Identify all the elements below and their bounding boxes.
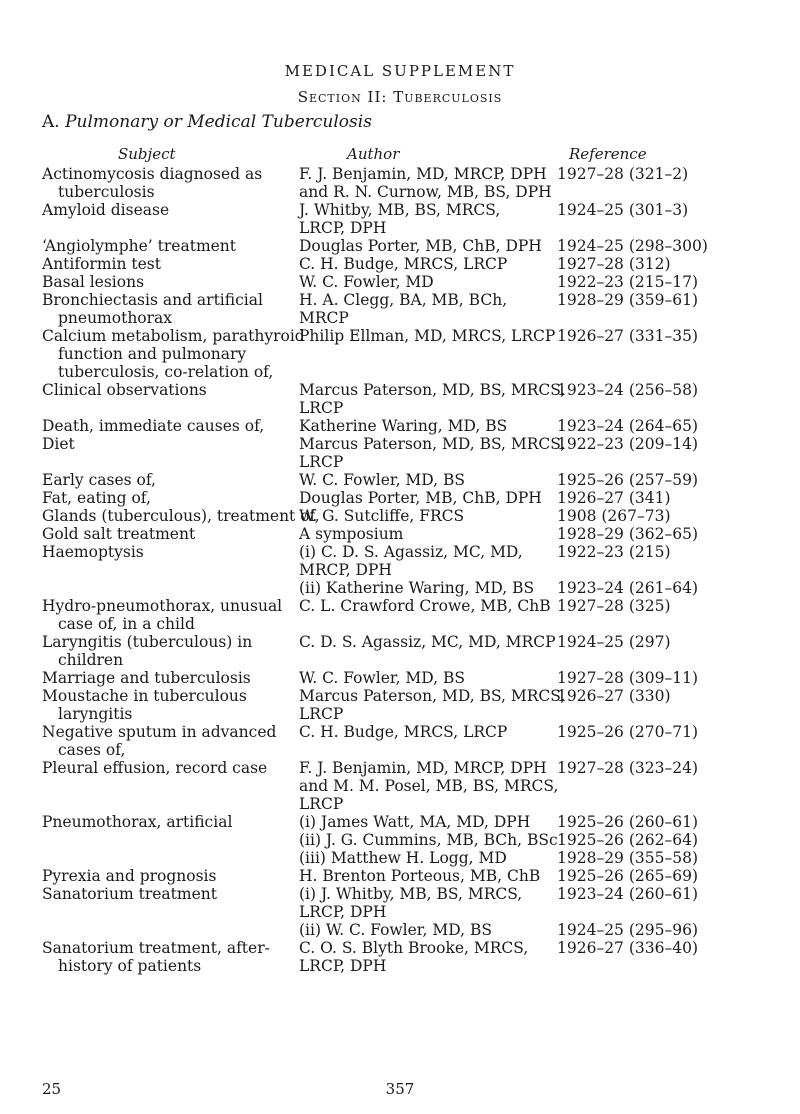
subject-cell-line: laryngitis bbox=[58, 705, 133, 723]
author-cell-line: Marcus Paterson, MD, BS, MRCS, bbox=[299, 435, 566, 453]
author-cell bbox=[299, 381, 566, 417]
section-title: Section II: Tuberculosis bbox=[297, 88, 503, 106]
author-cell-line: C. D. S. Agassiz, MC, MD, MRCP bbox=[299, 633, 556, 651]
table-row bbox=[0, 687, 800, 723]
author-cell-line: H. A. Clegg, BA, MB, BCh, bbox=[299, 291, 508, 309]
author-cell bbox=[299, 867, 555, 885]
author-cell-line: C. O. S. Blyth Brooke, MRCS, bbox=[299, 939, 529, 957]
author-cell bbox=[299, 255, 555, 273]
author-cell bbox=[299, 939, 555, 975]
table-row bbox=[0, 759, 800, 813]
author-cell-line: MRCP bbox=[299, 309, 349, 327]
subject-cell-line: history of patients bbox=[58, 957, 202, 975]
subject-cell-line: function and pulmonary bbox=[58, 345, 247, 363]
author-cell bbox=[299, 273, 555, 291]
table-row bbox=[0, 633, 800, 669]
subject-cell-line: Death, immediate causes of, bbox=[42, 417, 265, 435]
author-cell-line: LRCP bbox=[299, 705, 344, 723]
subject-cell bbox=[42, 543, 277, 561]
table-row bbox=[0, 381, 800, 417]
author-cell bbox=[299, 327, 555, 345]
author-cell-line: W. C. Fowler, MD, BS bbox=[299, 471, 466, 489]
subject-cell bbox=[42, 435, 277, 453]
reference-cell-line: 1928–29 (362–65) bbox=[557, 525, 698, 543]
column-header-subject: Subject bbox=[118, 145, 176, 163]
subject-cell bbox=[42, 291, 277, 327]
reference-cell-line: 1927–28 (325) bbox=[557, 597, 671, 615]
subject-cell bbox=[42, 597, 283, 633]
reference-cell-line: 1924–25 (301–3) bbox=[557, 201, 689, 219]
author-cell bbox=[299, 813, 558, 867]
author-cell-line: LRCP bbox=[299, 795, 344, 813]
subject-cell bbox=[42, 759, 277, 777]
reference-cell-line: 1924–25 (295–96) bbox=[557, 921, 698, 939]
author-cell-line: (i) J. Whitby, MB, BS, MRCS, bbox=[299, 885, 523, 903]
subject-cell-line: Negative sputum in advanced bbox=[42, 723, 277, 741]
reference-cell-line: 1925–26 (265–69) bbox=[557, 867, 698, 885]
reference-cell-line: 1922–23 (215–17) bbox=[557, 273, 698, 291]
author-cell bbox=[299, 669, 555, 687]
author-cell-line: Douglas Porter, MB, ChB, DPH bbox=[299, 237, 542, 255]
table-row bbox=[0, 273, 800, 291]
subject-cell bbox=[42, 723, 277, 759]
author-cell-line: W. G. Sutcliffe, FRCS bbox=[299, 507, 465, 525]
reference-cell bbox=[557, 201, 757, 219]
table-row bbox=[0, 291, 800, 327]
subject-cell bbox=[42, 507, 320, 525]
author-cell-line: (ii) W. C. Fowler, MD, BS bbox=[299, 921, 492, 939]
author-cell-line: and M. M. Posel, MB, BS, MRCS, bbox=[299, 777, 559, 795]
author-cell bbox=[299, 417, 555, 435]
reference-cell bbox=[557, 687, 757, 705]
reference-cell bbox=[557, 525, 757, 543]
subject-cell-line: Bronchiectasis and artificial bbox=[42, 291, 263, 309]
reference-cell bbox=[557, 813, 757, 867]
author-cell-line: C. H. Budge, MRCS, LRCP bbox=[299, 723, 508, 741]
subject-cell bbox=[42, 327, 305, 381]
reference-cell bbox=[557, 291, 757, 309]
author-cell bbox=[299, 237, 555, 255]
reference-cell-line: 1927–28 (321–2) bbox=[557, 165, 689, 183]
author-cell-line: (iii) Matthew H. Logg, MD bbox=[299, 849, 507, 867]
author-cell-line: H. Brenton Porteous, MB, ChB bbox=[299, 867, 541, 885]
table-row bbox=[0, 201, 800, 237]
column-header-reference: Reference bbox=[569, 145, 647, 163]
reference-cell-line: 1925–26 (262–64) bbox=[557, 831, 698, 849]
author-cell-line: A symposium bbox=[299, 525, 404, 543]
reference-cell-line: 1923–24 (261–64) bbox=[557, 579, 698, 597]
subject-cell-line: Moustache in tuberculous bbox=[42, 687, 247, 705]
table-row bbox=[0, 525, 800, 543]
subject-cell bbox=[42, 885, 277, 903]
reference-cell-line: 1928–29 (359–61) bbox=[557, 291, 698, 309]
subject-cell bbox=[42, 417, 277, 435]
subject-cell-line: Early cases of, bbox=[42, 471, 156, 489]
subject-cell bbox=[42, 255, 277, 273]
subject-cell bbox=[42, 525, 277, 543]
author-cell-line: LRCP, DPH bbox=[299, 219, 387, 237]
reference-cell bbox=[557, 867, 757, 885]
author-cell bbox=[299, 759, 559, 813]
table-row bbox=[0, 435, 800, 471]
table-row bbox=[0, 867, 800, 885]
author-cell bbox=[299, 597, 555, 615]
reference-cell-line bbox=[557, 903, 757, 921]
reference-cell-line: 1926–27 (336–40) bbox=[557, 939, 698, 957]
reference-cell bbox=[557, 759, 757, 777]
author-cell-line: J. Whitby, MB, BS, MRCS, bbox=[299, 201, 501, 219]
subject-cell-line: tuberculosis, co-relation of, bbox=[58, 363, 274, 381]
subject-cell-line: ‘Angiolymphe’ treatment bbox=[42, 237, 237, 255]
reference-cell-line: 1927–28 (323–24) bbox=[557, 759, 698, 777]
reference-cell bbox=[557, 633, 757, 651]
reference-cell-line: 1925–26 (270–71) bbox=[557, 723, 698, 741]
author-cell-line: LRCP bbox=[299, 399, 344, 417]
author-cell-line: Douglas Porter, MB, ChB, DPH bbox=[299, 489, 542, 507]
subject-cell-line: cases of, bbox=[58, 741, 126, 759]
subject-cell-line: pneumothorax bbox=[58, 309, 173, 327]
reference-cell-line: 1927–28 (309–11) bbox=[557, 669, 698, 687]
author-cell-line: W. C. Fowler, MD bbox=[299, 273, 434, 291]
author-cell-line: C. H. Budge, MRCS, LRCP bbox=[299, 255, 508, 273]
reference-cell bbox=[557, 165, 757, 183]
reference-cell bbox=[557, 885, 757, 939]
reference-cell bbox=[557, 255, 757, 273]
reference-cell bbox=[557, 939, 757, 957]
subject-cell bbox=[42, 939, 277, 975]
author-cell-line: and R. N. Curnow, MB, BS, DPH bbox=[299, 183, 552, 201]
author-cell-line: Marcus Paterson, MD, BS, MRCS, bbox=[299, 381, 566, 399]
subject-cell-line: Calcium metabolism, parathyroid bbox=[42, 327, 305, 345]
reference-cell bbox=[557, 489, 757, 507]
subject-cell bbox=[42, 471, 277, 489]
table-row bbox=[0, 507, 800, 525]
subject-cell-line: Antiformin test bbox=[42, 255, 161, 273]
author-cell-line: Marcus Paterson, MD, BS, MRCS, bbox=[299, 687, 566, 705]
table-row bbox=[0, 939, 800, 975]
author-cell bbox=[299, 471, 555, 489]
author-cell-line: F. J. Benjamin, MD, MRCP, DPH bbox=[299, 165, 547, 183]
subject-cell-line: tuberculosis bbox=[58, 183, 155, 201]
subject-cell bbox=[42, 381, 277, 399]
reference-cell-line: 1925–26 (257–59) bbox=[557, 471, 698, 489]
reference-cell-line: 1928–29 (355–58) bbox=[557, 849, 698, 867]
author-cell bbox=[299, 165, 555, 201]
subject-cell bbox=[42, 813, 277, 831]
subject-cell-line: Hydro-pneumothorax, unusual bbox=[42, 597, 283, 615]
table-row bbox=[0, 255, 800, 273]
column-header-author: Author bbox=[347, 145, 400, 163]
reference-cell bbox=[557, 723, 757, 741]
author-cell-line: C. L. Crawford Crowe, MB, ChB bbox=[299, 597, 551, 615]
table-row bbox=[0, 885, 800, 939]
author-cell-line: LRCP bbox=[299, 453, 344, 471]
author-cell-line: W. C. Fowler, MD, BS bbox=[299, 669, 466, 687]
author-cell bbox=[299, 507, 555, 525]
author-cell bbox=[299, 543, 555, 597]
reference-cell-line: 1922–23 (215) bbox=[557, 543, 671, 561]
reference-cell bbox=[557, 669, 757, 687]
page-number: 357 bbox=[385, 1080, 415, 1098]
subject-cell-line: children bbox=[58, 651, 124, 669]
subject-cell-line: Glands (tuberculous), treatment of, bbox=[42, 507, 320, 525]
subsection-letter: A. bbox=[42, 112, 60, 132]
reference-cell-line: 1926–27 (341) bbox=[557, 489, 671, 507]
subject-cell-line: Pneumothorax, artificial bbox=[42, 813, 233, 831]
index-table bbox=[0, 165, 800, 975]
table-row bbox=[0, 237, 800, 255]
reference-cell-line: 1925–26 (260–61) bbox=[557, 813, 698, 831]
table-row bbox=[0, 489, 800, 507]
reference-cell-line: 1923–24 (260–61) bbox=[557, 885, 698, 903]
reference-cell bbox=[557, 417, 757, 435]
subject-cell-line: Pyrexia and prognosis bbox=[42, 867, 217, 885]
subject-cell bbox=[42, 273, 277, 291]
author-cell-line: MRCP, DPH bbox=[299, 561, 392, 579]
subject-cell bbox=[42, 201, 277, 219]
subject-cell-line: Laryngitis (tuberculous) in bbox=[42, 633, 253, 651]
author-cell bbox=[299, 435, 566, 471]
reference-cell-line: 1908 (267–73) bbox=[557, 507, 671, 525]
reference-cell bbox=[557, 237, 757, 255]
subject-cell-line: Clinical observations bbox=[42, 381, 207, 399]
subject-cell-line: Basal lesions bbox=[42, 273, 145, 291]
subject-cell bbox=[42, 867, 277, 885]
subject-cell-line: Diet bbox=[42, 435, 75, 453]
reference-cell-line: 1923–24 (264–65) bbox=[557, 417, 698, 435]
reference-cell bbox=[557, 597, 757, 615]
subject-cell-line: Sanatorium treatment, after- bbox=[42, 939, 270, 957]
subsection-name: Pulmonary or Medical Tuberculosis bbox=[65, 112, 372, 132]
reference-cell-line: 1926–27 (331–35) bbox=[557, 327, 698, 345]
reference-cell-line: 1924–25 (297) bbox=[557, 633, 671, 651]
reference-cell bbox=[557, 543, 757, 597]
subject-cell bbox=[42, 687, 277, 723]
reference-cell-line: 1927–28 (312) bbox=[557, 255, 671, 273]
subject-cell-line: Amyloid disease bbox=[42, 201, 170, 219]
reference-cell bbox=[557, 471, 757, 489]
author-cell bbox=[299, 633, 555, 651]
author-cell-line: LRCP, DPH bbox=[299, 957, 387, 975]
author-cell bbox=[299, 489, 555, 507]
author-cell bbox=[299, 885, 555, 939]
reference-cell bbox=[557, 435, 757, 453]
subject-cell-line: Pleural effusion, record case bbox=[42, 759, 268, 777]
table-row bbox=[0, 669, 800, 687]
reference-cell bbox=[557, 507, 757, 525]
reference-cell-line: 1922–23 (209–14) bbox=[557, 435, 698, 453]
table-row bbox=[0, 543, 800, 597]
author-cell-line: (i) C. D. S. Agassiz, MC, MD, bbox=[299, 543, 523, 561]
reference-cell bbox=[557, 381, 757, 399]
subject-cell-line: Marriage and tuberculosis bbox=[42, 669, 251, 687]
author-cell bbox=[299, 687, 566, 723]
subject-cell-line: case of, in a child bbox=[58, 615, 195, 633]
subject-cell-line: Gold salt treatment bbox=[42, 525, 196, 543]
subject-cell-line: Fat, eating of, bbox=[42, 489, 151, 507]
author-cell-line: (ii) J. G. Cummins, MB, BCh, BSc bbox=[299, 831, 558, 849]
subject-cell bbox=[42, 165, 277, 201]
subject-cell bbox=[42, 489, 277, 507]
table-row bbox=[0, 597, 800, 633]
author-cell-line: F. J. Benjamin, MD, MRCP, DPH bbox=[299, 759, 547, 777]
author-cell-line: (i) James Watt, MA, MD, DPH bbox=[299, 813, 531, 831]
reference-cell-line: 1924–25 (298–300) bbox=[557, 237, 708, 255]
author-cell-line: (ii) Katherine Waring, MD, BS bbox=[299, 579, 535, 597]
subject-cell-line: Haemoptysis bbox=[42, 543, 144, 561]
reference-cell-line: 1923–24 (256–58) bbox=[557, 381, 698, 399]
subject-cell bbox=[42, 669, 277, 687]
author-cell bbox=[299, 201, 555, 237]
author-cell bbox=[299, 723, 555, 741]
table-row bbox=[0, 813, 800, 867]
subject-cell-line: Sanatorium treatment bbox=[42, 885, 217, 903]
author-cell bbox=[299, 525, 555, 543]
author-cell-line: LRCP, DPH bbox=[299, 903, 387, 921]
author-cell-line: Katherine Waring, MD, BS bbox=[299, 417, 508, 435]
author-cell bbox=[299, 291, 555, 327]
table-row bbox=[0, 165, 800, 201]
page-title: MEDICAL SUPPLEMENT bbox=[284, 62, 516, 80]
reference-cell bbox=[557, 273, 757, 291]
table-row bbox=[0, 471, 800, 489]
subsection-title bbox=[42, 112, 372, 132]
reference-cell-line bbox=[557, 561, 757, 579]
table-row bbox=[0, 327, 800, 381]
reference-cell bbox=[557, 327, 757, 345]
subject-cell-line: Actinomycosis diagnosed as bbox=[42, 165, 263, 183]
table-row bbox=[0, 417, 800, 435]
signature-mark: 25 bbox=[42, 1080, 62, 1098]
table-row bbox=[0, 723, 800, 759]
subject-cell bbox=[42, 237, 277, 255]
reference-cell-line: 1926–27 (330) bbox=[557, 687, 671, 705]
author-cell-line: Philip Ellman, MD, MRCS, LRCP bbox=[299, 327, 556, 345]
subject-cell bbox=[42, 633, 277, 669]
